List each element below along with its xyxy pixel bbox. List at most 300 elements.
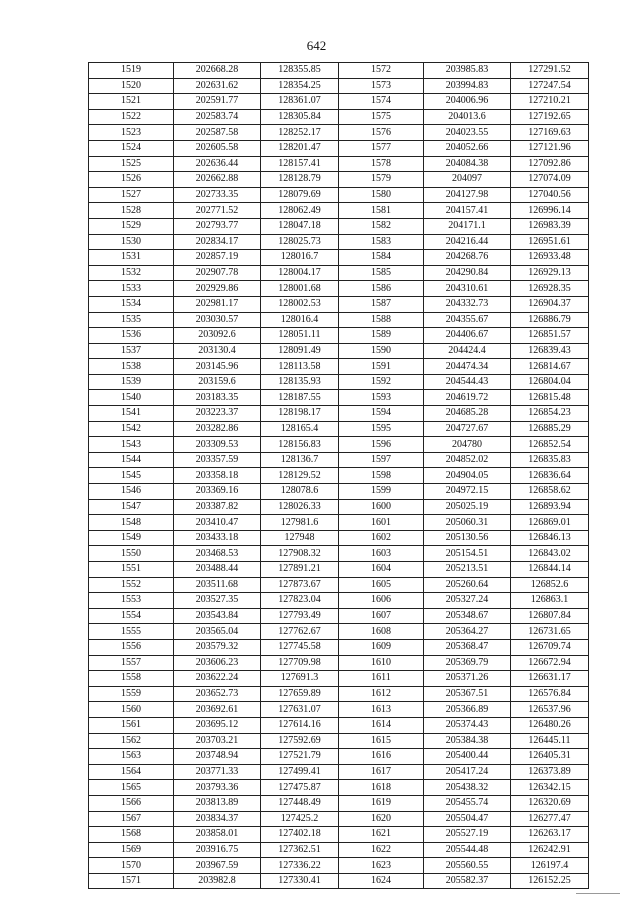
point-number-left-cell: 1567	[89, 811, 174, 827]
point-number-left-cell: 1540	[89, 390, 174, 406]
x-coordinate-left-cell: 203130.4	[174, 343, 261, 359]
y-coordinate-left-cell: 128156.83	[261, 437, 339, 453]
x-coordinate-left-cell: 203357.59	[174, 452, 261, 468]
y-coordinate-right-cell: 126814.67	[511, 359, 589, 375]
y-coordinate-right-cell: 126631.17	[511, 671, 589, 687]
y-coordinate-right-cell: 126804.04	[511, 374, 589, 390]
table-row	[89, 281, 589, 297]
point-number-right-cell: 1624	[339, 873, 424, 889]
point-number-right-cell: 1615	[339, 733, 424, 749]
x-coordinate-right-cell: 205384.38	[424, 733, 511, 749]
x-coordinate-left-cell: 203834.37	[174, 811, 261, 827]
point-number-left-cell: 1530	[89, 234, 174, 250]
point-number-left-cell: 1562	[89, 733, 174, 749]
x-coordinate-left-cell: 203858.01	[174, 827, 261, 843]
point-number-left-cell: 1532	[89, 265, 174, 281]
x-coordinate-right-cell: 204157.41	[424, 203, 511, 219]
y-coordinate-left-cell: 128091.49	[261, 343, 339, 359]
point-number-right-cell: 1583	[339, 234, 424, 250]
table-row	[89, 811, 589, 827]
point-number-right-cell: 1619	[339, 795, 424, 811]
y-coordinate-right-cell: 126854.23	[511, 406, 589, 422]
x-coordinate-right-cell: 205369.79	[424, 655, 511, 671]
table-row	[89, 140, 589, 156]
x-coordinate-right-cell: 205154.51	[424, 546, 511, 562]
y-coordinate-left-cell: 127499.41	[261, 764, 339, 780]
y-coordinate-left-cell: 128051.11	[261, 328, 339, 344]
x-coordinate-right-cell: 205367.51	[424, 686, 511, 702]
y-coordinate-right-cell: 127040.56	[511, 187, 589, 203]
y-coordinate-left-cell: 127402.18	[261, 827, 339, 843]
y-coordinate-right-cell: 126576.84	[511, 686, 589, 702]
x-coordinate-left-cell: 203703.21	[174, 733, 261, 749]
point-number-right-cell: 1576	[339, 125, 424, 141]
x-coordinate-right-cell: 204013.6	[424, 109, 511, 125]
table-row	[89, 390, 589, 406]
point-number-right-cell: 1614	[339, 717, 424, 733]
x-coordinate-left-cell: 203511.68	[174, 577, 261, 593]
y-coordinate-right-cell: 126815.48	[511, 390, 589, 406]
x-coordinate-left-cell: 203092.6	[174, 328, 261, 344]
x-coordinate-right-cell: 205366.89	[424, 702, 511, 718]
x-coordinate-left-cell: 202733.35	[174, 187, 261, 203]
point-number-left-cell: 1557	[89, 655, 174, 671]
y-coordinate-left-cell: 128026.33	[261, 499, 339, 515]
point-number-left-cell: 1538	[89, 359, 174, 375]
y-coordinate-left-cell: 127362.51	[261, 842, 339, 858]
y-coordinate-right-cell: 126844.14	[511, 562, 589, 578]
y-coordinate-right-cell: 126836.64	[511, 468, 589, 484]
x-coordinate-right-cell: 205368.47	[424, 639, 511, 655]
y-coordinate-right-cell: 126277.47	[511, 811, 589, 827]
x-coordinate-left-cell: 203982.8	[174, 873, 261, 889]
table-row	[89, 655, 589, 671]
table-row	[89, 842, 589, 858]
x-coordinate-right-cell: 205417.24	[424, 764, 511, 780]
point-number-right-cell: 1595	[339, 421, 424, 437]
point-number-left-cell: 1552	[89, 577, 174, 593]
table-row	[89, 63, 589, 79]
y-coordinate-right-cell: 126996.14	[511, 203, 589, 219]
x-coordinate-left-cell: 203223.37	[174, 406, 261, 422]
x-coordinate-left-cell: 203145.96	[174, 359, 261, 375]
x-coordinate-right-cell: 203994.83	[424, 78, 511, 94]
y-coordinate-right-cell: 126852.6	[511, 577, 589, 593]
point-number-right-cell: 1587	[339, 296, 424, 312]
x-coordinate-left-cell: 203030.57	[174, 312, 261, 328]
x-coordinate-right-cell: 204268.76	[424, 250, 511, 266]
x-coordinate-left-cell: 202929.86	[174, 281, 261, 297]
x-coordinate-right-cell: 205260.64	[424, 577, 511, 593]
table-row	[89, 686, 589, 702]
x-coordinate-left-cell: 202591.77	[174, 94, 261, 110]
x-coordinate-right-cell: 204171.1	[424, 218, 511, 234]
x-coordinate-left-cell: 203543.84	[174, 608, 261, 624]
x-coordinate-left-cell: 203813.89	[174, 795, 261, 811]
point-number-left-cell: 1555	[89, 624, 174, 640]
y-coordinate-right-cell: 126242.91	[511, 842, 589, 858]
x-coordinate-right-cell: 204127.98	[424, 187, 511, 203]
point-number-right-cell: 1577	[339, 140, 424, 156]
y-coordinate-right-cell: 126983.39	[511, 218, 589, 234]
y-coordinate-left-cell: 128129.52	[261, 468, 339, 484]
x-coordinate-right-cell: 204052.66	[424, 140, 511, 156]
point-number-right-cell: 1590	[339, 343, 424, 359]
y-coordinate-left-cell: 127709.98	[261, 655, 339, 671]
point-number-left-cell: 1536	[89, 328, 174, 344]
x-coordinate-right-cell: 205504.47	[424, 811, 511, 827]
y-coordinate-left-cell: 128079.69	[261, 187, 339, 203]
y-coordinate-right-cell: 126405.31	[511, 749, 589, 765]
point-number-left-cell: 1534	[89, 296, 174, 312]
x-coordinate-right-cell: 204619.72	[424, 390, 511, 406]
table-row	[89, 406, 589, 422]
y-coordinate-right-cell: 126885.29	[511, 421, 589, 437]
y-coordinate-left-cell: 127908.32	[261, 546, 339, 562]
table-row	[89, 312, 589, 328]
point-number-right-cell: 1578	[339, 156, 424, 172]
point-number-left-cell: 1539	[89, 374, 174, 390]
point-number-left-cell: 1549	[89, 530, 174, 546]
x-coordinate-right-cell: 205213.51	[424, 562, 511, 578]
table-row	[89, 624, 589, 640]
point-number-right-cell: 1584	[339, 250, 424, 266]
point-number-left-cell: 1568	[89, 827, 174, 843]
table-row	[89, 203, 589, 219]
table-row	[89, 250, 589, 266]
x-coordinate-left-cell: 203606.23	[174, 655, 261, 671]
point-number-right-cell: 1604	[339, 562, 424, 578]
table-row	[89, 343, 589, 359]
footer-divider	[576, 893, 620, 894]
y-coordinate-right-cell: 127169.63	[511, 125, 589, 141]
y-coordinate-right-cell: 126807.84	[511, 608, 589, 624]
table-row	[89, 265, 589, 281]
point-number-left-cell: 1537	[89, 343, 174, 359]
point-number-right-cell: 1593	[339, 390, 424, 406]
x-coordinate-right-cell: 204290.84	[424, 265, 511, 281]
x-coordinate-right-cell: 204972.15	[424, 484, 511, 500]
y-coordinate-right-cell: 126537.96	[511, 702, 589, 718]
x-coordinate-right-cell: 204216.44	[424, 234, 511, 250]
y-coordinate-left-cell: 127948	[261, 530, 339, 546]
y-coordinate-right-cell: 126263.17	[511, 827, 589, 843]
y-coordinate-left-cell: 127981.6	[261, 515, 339, 531]
y-coordinate-left-cell: 128135.93	[261, 374, 339, 390]
x-coordinate-left-cell: 203967.59	[174, 858, 261, 874]
x-coordinate-left-cell: 203488.44	[174, 562, 261, 578]
table-row	[89, 421, 589, 437]
y-coordinate-right-cell: 126869.01	[511, 515, 589, 531]
point-number-right-cell: 1613	[339, 702, 424, 718]
table-row	[89, 858, 589, 874]
y-coordinate-left-cell: 127691.3	[261, 671, 339, 687]
y-coordinate-right-cell: 126886.79	[511, 312, 589, 328]
y-coordinate-left-cell: 128078.6	[261, 484, 339, 500]
point-number-right-cell: 1601	[339, 515, 424, 531]
y-coordinate-left-cell: 128354.25	[261, 78, 339, 94]
table-row	[89, 749, 589, 765]
x-coordinate-right-cell: 204474.34	[424, 359, 511, 375]
point-number-left-cell: 1521	[89, 94, 174, 110]
point-number-right-cell: 1573	[339, 78, 424, 94]
table-row	[89, 234, 589, 250]
x-coordinate-left-cell: 203282.86	[174, 421, 261, 437]
y-coordinate-left-cell: 127336.22	[261, 858, 339, 874]
y-coordinate-left-cell: 128062.49	[261, 203, 339, 219]
x-coordinate-left-cell: 203692.61	[174, 702, 261, 718]
point-number-left-cell: 1553	[89, 593, 174, 609]
x-coordinate-right-cell: 204355.67	[424, 312, 511, 328]
x-coordinate-right-cell: 205400.44	[424, 749, 511, 765]
y-coordinate-right-cell: 127291.52	[511, 63, 589, 79]
point-number-right-cell: 1623	[339, 858, 424, 874]
point-number-right-cell: 1580	[339, 187, 424, 203]
y-coordinate-right-cell: 126893.94	[511, 499, 589, 515]
y-coordinate-left-cell: 128198.17	[261, 406, 339, 422]
x-coordinate-right-cell: 205371.26	[424, 671, 511, 687]
point-number-left-cell: 1535	[89, 312, 174, 328]
x-coordinate-right-cell: 204424.4	[424, 343, 511, 359]
x-coordinate-left-cell: 202834.17	[174, 234, 261, 250]
table-row	[89, 109, 589, 125]
point-number-right-cell: 1591	[339, 359, 424, 375]
y-coordinate-right-cell: 126846.13	[511, 530, 589, 546]
x-coordinate-right-cell: 204544.43	[424, 374, 511, 390]
x-coordinate-right-cell: 205544.48	[424, 842, 511, 858]
y-coordinate-left-cell: 128201.47	[261, 140, 339, 156]
x-coordinate-right-cell: 203985.83	[424, 63, 511, 79]
y-coordinate-left-cell: 127614.16	[261, 717, 339, 733]
y-coordinate-left-cell: 127793.49	[261, 608, 339, 624]
y-coordinate-left-cell: 128004.17	[261, 265, 339, 281]
x-coordinate-right-cell: 204097	[424, 172, 511, 188]
y-coordinate-left-cell: 128047.18	[261, 218, 339, 234]
point-number-right-cell: 1585	[339, 265, 424, 281]
y-coordinate-right-cell: 127121.96	[511, 140, 589, 156]
point-number-right-cell: 1602	[339, 530, 424, 546]
x-coordinate-left-cell: 203652.73	[174, 686, 261, 702]
y-coordinate-right-cell: 126709.74	[511, 639, 589, 655]
y-coordinate-right-cell: 127192.65	[511, 109, 589, 125]
point-number-right-cell: 1608	[339, 624, 424, 640]
y-coordinate-right-cell: 126852.54	[511, 437, 589, 453]
point-number-left-cell: 1569	[89, 842, 174, 858]
x-coordinate-right-cell: 204084.38	[424, 156, 511, 172]
table-row	[89, 452, 589, 468]
point-number-right-cell: 1607	[339, 608, 424, 624]
y-coordinate-left-cell: 128002.53	[261, 296, 339, 312]
table-body	[89, 63, 589, 889]
point-number-right-cell: 1617	[339, 764, 424, 780]
point-number-right-cell: 1579	[339, 172, 424, 188]
point-number-right-cell: 1589	[339, 328, 424, 344]
y-coordinate-left-cell: 128187.55	[261, 390, 339, 406]
y-coordinate-left-cell: 127823.04	[261, 593, 339, 609]
y-coordinate-right-cell: 126839.43	[511, 343, 589, 359]
table-row	[89, 172, 589, 188]
table-row	[89, 639, 589, 655]
coordinates-table	[88, 62, 589, 889]
y-coordinate-left-cell: 128001.68	[261, 281, 339, 297]
y-coordinate-right-cell: 126152.25	[511, 873, 589, 889]
y-coordinate-left-cell: 128016.4	[261, 312, 339, 328]
point-number-right-cell: 1594	[339, 406, 424, 422]
table-row	[89, 717, 589, 733]
y-coordinate-right-cell: 126731.65	[511, 624, 589, 640]
table-row	[89, 328, 589, 344]
y-coordinate-left-cell: 128355.85	[261, 63, 339, 79]
point-number-left-cell: 1522	[89, 109, 174, 125]
x-coordinate-left-cell: 203410.47	[174, 515, 261, 531]
y-coordinate-right-cell: 126480.26	[511, 717, 589, 733]
point-number-right-cell: 1616	[339, 749, 424, 765]
point-number-right-cell: 1621	[339, 827, 424, 843]
point-number-right-cell: 1574	[339, 94, 424, 110]
x-coordinate-right-cell: 205327.24	[424, 593, 511, 609]
x-coordinate-right-cell: 205560.55	[424, 858, 511, 874]
x-coordinate-left-cell: 203309.53	[174, 437, 261, 453]
x-coordinate-right-cell: 204852.02	[424, 452, 511, 468]
point-number-left-cell: 1520	[89, 78, 174, 94]
table-row	[89, 795, 589, 811]
x-coordinate-left-cell: 202793.77	[174, 218, 261, 234]
x-coordinate-left-cell: 203159.6	[174, 374, 261, 390]
point-number-right-cell: 1622	[339, 842, 424, 858]
x-coordinate-right-cell: 205455.74	[424, 795, 511, 811]
point-number-right-cell: 1588	[339, 312, 424, 328]
y-coordinate-right-cell: 126835.83	[511, 452, 589, 468]
y-coordinate-right-cell: 127092.86	[511, 156, 589, 172]
table-row	[89, 515, 589, 531]
x-coordinate-right-cell: 204332.73	[424, 296, 511, 312]
y-coordinate-left-cell: 127448.49	[261, 795, 339, 811]
y-coordinate-left-cell: 127592.69	[261, 733, 339, 749]
x-coordinate-right-cell: 204780	[424, 437, 511, 453]
y-coordinate-right-cell: 126863.1	[511, 593, 589, 609]
y-coordinate-right-cell: 126929.13	[511, 265, 589, 281]
table-row	[89, 78, 589, 94]
page-number: 642	[306, 38, 327, 53]
point-number-left-cell: 1541	[89, 406, 174, 422]
table-row	[89, 671, 589, 687]
point-number-left-cell: 1565	[89, 780, 174, 796]
x-coordinate-left-cell: 202605.58	[174, 140, 261, 156]
table-row	[89, 296, 589, 312]
point-number-right-cell: 1612	[339, 686, 424, 702]
table-row	[89, 156, 589, 172]
x-coordinate-left-cell: 202668.28	[174, 63, 261, 79]
table-row	[89, 702, 589, 718]
y-coordinate-right-cell: 126197.4	[511, 858, 589, 874]
y-coordinate-left-cell: 127631.07	[261, 702, 339, 718]
x-coordinate-left-cell: 203527.35	[174, 593, 261, 609]
y-coordinate-left-cell: 128113.58	[261, 359, 339, 375]
x-coordinate-left-cell: 203748.94	[174, 749, 261, 765]
table-row	[89, 359, 589, 375]
y-coordinate-right-cell: 126904.37	[511, 296, 589, 312]
table-row	[89, 546, 589, 562]
point-number-right-cell: 1596	[339, 437, 424, 453]
table-row	[89, 764, 589, 780]
point-number-right-cell: 1599	[339, 484, 424, 500]
x-coordinate-left-cell: 203622.24	[174, 671, 261, 687]
point-number-right-cell: 1606	[339, 593, 424, 609]
y-coordinate-left-cell: 128157.41	[261, 156, 339, 172]
y-coordinate-left-cell: 128025.73	[261, 234, 339, 250]
table-row	[89, 577, 589, 593]
x-coordinate-left-cell: 202662.88	[174, 172, 261, 188]
x-coordinate-left-cell: 202771.52	[174, 203, 261, 219]
y-coordinate-right-cell: 126951.61	[511, 234, 589, 250]
x-coordinate-left-cell: 203369.16	[174, 484, 261, 500]
y-coordinate-right-cell: 127074.09	[511, 172, 589, 188]
point-number-left-cell: 1570	[89, 858, 174, 874]
y-coordinate-right-cell: 126320.69	[511, 795, 589, 811]
point-number-right-cell: 1618	[339, 780, 424, 796]
point-number-left-cell: 1547	[89, 499, 174, 515]
x-coordinate-right-cell: 205348.67	[424, 608, 511, 624]
table-row	[89, 468, 589, 484]
point-number-right-cell: 1582	[339, 218, 424, 234]
point-number-left-cell: 1545	[89, 468, 174, 484]
point-number-right-cell: 1610	[339, 655, 424, 671]
x-coordinate-left-cell: 203358.18	[174, 468, 261, 484]
table-row	[89, 873, 589, 889]
table-row	[89, 499, 589, 515]
y-coordinate-left-cell: 127873.67	[261, 577, 339, 593]
point-number-right-cell: 1603	[339, 546, 424, 562]
y-coordinate-left-cell: 127659.89	[261, 686, 339, 702]
table-row	[89, 218, 589, 234]
y-coordinate-left-cell: 128165.4	[261, 421, 339, 437]
point-number-left-cell: 1544	[89, 452, 174, 468]
x-coordinate-left-cell: 202587.58	[174, 125, 261, 141]
y-coordinate-left-cell: 127762.67	[261, 624, 339, 640]
table-row	[89, 593, 589, 609]
point-number-left-cell: 1546	[89, 484, 174, 500]
x-coordinate-right-cell: 204727.67	[424, 421, 511, 437]
x-coordinate-right-cell: 204685.28	[424, 406, 511, 422]
point-number-left-cell: 1550	[89, 546, 174, 562]
table-row	[89, 187, 589, 203]
x-coordinate-right-cell: 205582.37	[424, 873, 511, 889]
point-number-left-cell: 1558	[89, 671, 174, 687]
point-number-right-cell: 1600	[339, 499, 424, 515]
y-coordinate-right-cell: 126342.15	[511, 780, 589, 796]
x-coordinate-left-cell: 202631.62	[174, 78, 261, 94]
y-coordinate-right-cell: 126858.62	[511, 484, 589, 500]
point-number-left-cell: 1564	[89, 764, 174, 780]
y-coordinate-left-cell: 128136.7	[261, 452, 339, 468]
x-coordinate-left-cell: 202907.78	[174, 265, 261, 281]
x-coordinate-left-cell: 203183.35	[174, 390, 261, 406]
point-number-right-cell: 1581	[339, 203, 424, 219]
point-number-left-cell: 1527	[89, 187, 174, 203]
point-number-right-cell: 1592	[339, 374, 424, 390]
point-number-right-cell: 1597	[339, 452, 424, 468]
x-coordinate-left-cell: 202857.19	[174, 250, 261, 266]
x-coordinate-left-cell: 203565.04	[174, 624, 261, 640]
table-row	[89, 608, 589, 624]
y-coordinate-left-cell: 127425.2	[261, 811, 339, 827]
table-row	[89, 484, 589, 500]
point-number-left-cell: 1571	[89, 873, 174, 889]
y-coordinate-right-cell: 126843.02	[511, 546, 589, 562]
table-row	[89, 437, 589, 453]
x-coordinate-left-cell: 202981.17	[174, 296, 261, 312]
y-coordinate-left-cell: 127475.87	[261, 780, 339, 796]
